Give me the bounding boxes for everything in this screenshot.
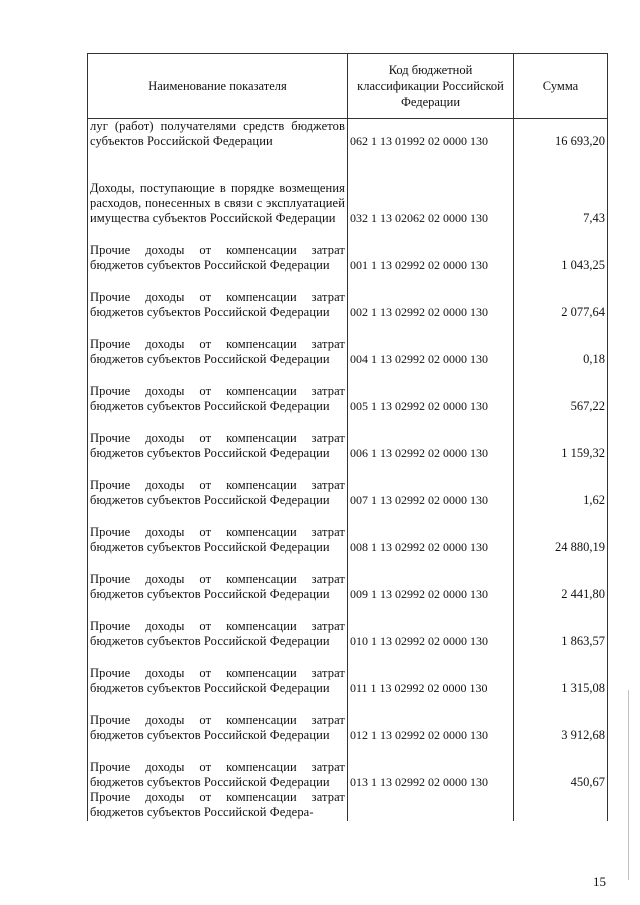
row-sum: 1 863,57 (514, 602, 608, 649)
row-name: Прочие доходы от компенсации затрат бюджетов субъектов Российской Федерации (88, 226, 348, 273)
table-row (88, 461, 608, 508)
table-row (88, 602, 608, 649)
row-code: 032 1 13 02062 02 0000 130 (348, 149, 514, 226)
row-code: 006 1 13 02992 02 0000 130 (348, 414, 514, 461)
row-name: Прочие доходы от компенсации затрат бюджетов субъектов Российской Федерации (88, 649, 348, 696)
row-sum: 24 880,19 (514, 508, 608, 555)
row-sum: 0,18 (514, 320, 608, 367)
row-sum: 7,43 (514, 149, 608, 226)
row-code (348, 790, 514, 821)
row-name: Прочие доходы от компенсации затрат бюджетов субъектов Российской Федерации (88, 555, 348, 602)
row-sum: 2 077,64 (514, 273, 608, 320)
row-sum: 16 693,20 (514, 119, 608, 150)
table-row (88, 119, 608, 150)
table-row (88, 790, 608, 821)
row-sum (514, 790, 608, 821)
row-code: 005 1 13 02992 02 0000 130 (348, 367, 514, 414)
row-name: Прочие доходы от компенсации затрат бюджетов субъектов Российской Федерации (88, 414, 348, 461)
table-row (88, 508, 608, 555)
row-name: Прочие доходы от компенсации затрат бюджетов субъектов Российской Федерации (88, 508, 348, 555)
table-row (88, 149, 608, 226)
row-code: 001 1 13 02992 02 0000 130 (348, 226, 514, 273)
row-code: 008 1 13 02992 02 0000 130 (348, 508, 514, 555)
row-code: 062 1 13 01992 02 0000 130 (348, 119, 514, 150)
row-name: Прочие доходы от компенсации затрат бюджетов субъектов Российской Федерации (88, 696, 348, 743)
header-name: Наименование показателя (88, 54, 348, 119)
row-name: Доходы, поступающие в порядке возмещения расходов, понесенных в связи с эксплуатацией имущества субъектов Российской Федерации (88, 149, 348, 226)
row-name: Прочие доходы от компенсации затрат бюджетов субъектов Российской Федерации (88, 320, 348, 367)
row-name: Прочие доходы от компенсации затрат бюджетов субъектов Российской Федерации (88, 461, 348, 508)
row-name: Прочие доходы от компенсации затрат бюджетов субъектов Российской Федерации (88, 743, 348, 790)
table-row (88, 320, 608, 367)
scan-edge-line (628, 690, 629, 880)
table-row (88, 414, 608, 461)
table-row (88, 226, 608, 273)
header-code: Код бюджетной классификации Российской Федерации (348, 54, 514, 119)
row-code: 010 1 13 02992 02 0000 130 (348, 602, 514, 649)
table-row (88, 696, 608, 743)
row-name: Прочие доходы от компенсации затрат бюджетов субъектов Российской Федерации (88, 602, 348, 649)
table-header-row (88, 54, 608, 119)
row-sum: 450,67 (514, 743, 608, 790)
table-row (88, 273, 608, 320)
row-sum: 567,22 (514, 367, 608, 414)
table-row (88, 649, 608, 696)
row-code: 007 1 13 02992 02 0000 130 (348, 461, 514, 508)
header-sum: Сумма (514, 54, 608, 119)
page-number: 15 (593, 874, 606, 889)
row-sum: 1 159,32 (514, 414, 608, 461)
row-code: 004 1 13 02992 02 0000 130 (348, 320, 514, 367)
row-name: Прочие доходы от компенсации затрат бюджетов субъектов Российской Федера- (88, 790, 348, 821)
row-sum: 1 315,08 (514, 649, 608, 696)
row-name: Прочие доходы от компенсации затрат бюджетов субъектов Российской Федерации (88, 273, 348, 320)
row-code: 009 1 13 02992 02 0000 130 (348, 555, 514, 602)
table-row (88, 367, 608, 414)
row-sum: 3 912,68 (514, 696, 608, 743)
row-sum: 1,62 (514, 461, 608, 508)
row-code: 002 1 13 02992 02 0000 130 (348, 273, 514, 320)
row-sum: 1 043,25 (514, 226, 608, 273)
table-row (88, 743, 608, 790)
row-code: 012 1 13 02992 02 0000 130 (348, 696, 514, 743)
row-name: луг (работ) получателями средств бюджетов субъектов Российской Федерации (88, 119, 348, 150)
budget-revenue-table (87, 53, 608, 821)
row-code: 013 1 13 02992 02 0000 130 (348, 743, 514, 790)
row-name: Прочие доходы от компенсации затрат бюджетов субъектов Российской Федерации (88, 367, 348, 414)
row-code: 011 1 13 02992 02 0000 130 (348, 649, 514, 696)
table-row (88, 555, 608, 602)
row-sum: 2 441,80 (514, 555, 608, 602)
